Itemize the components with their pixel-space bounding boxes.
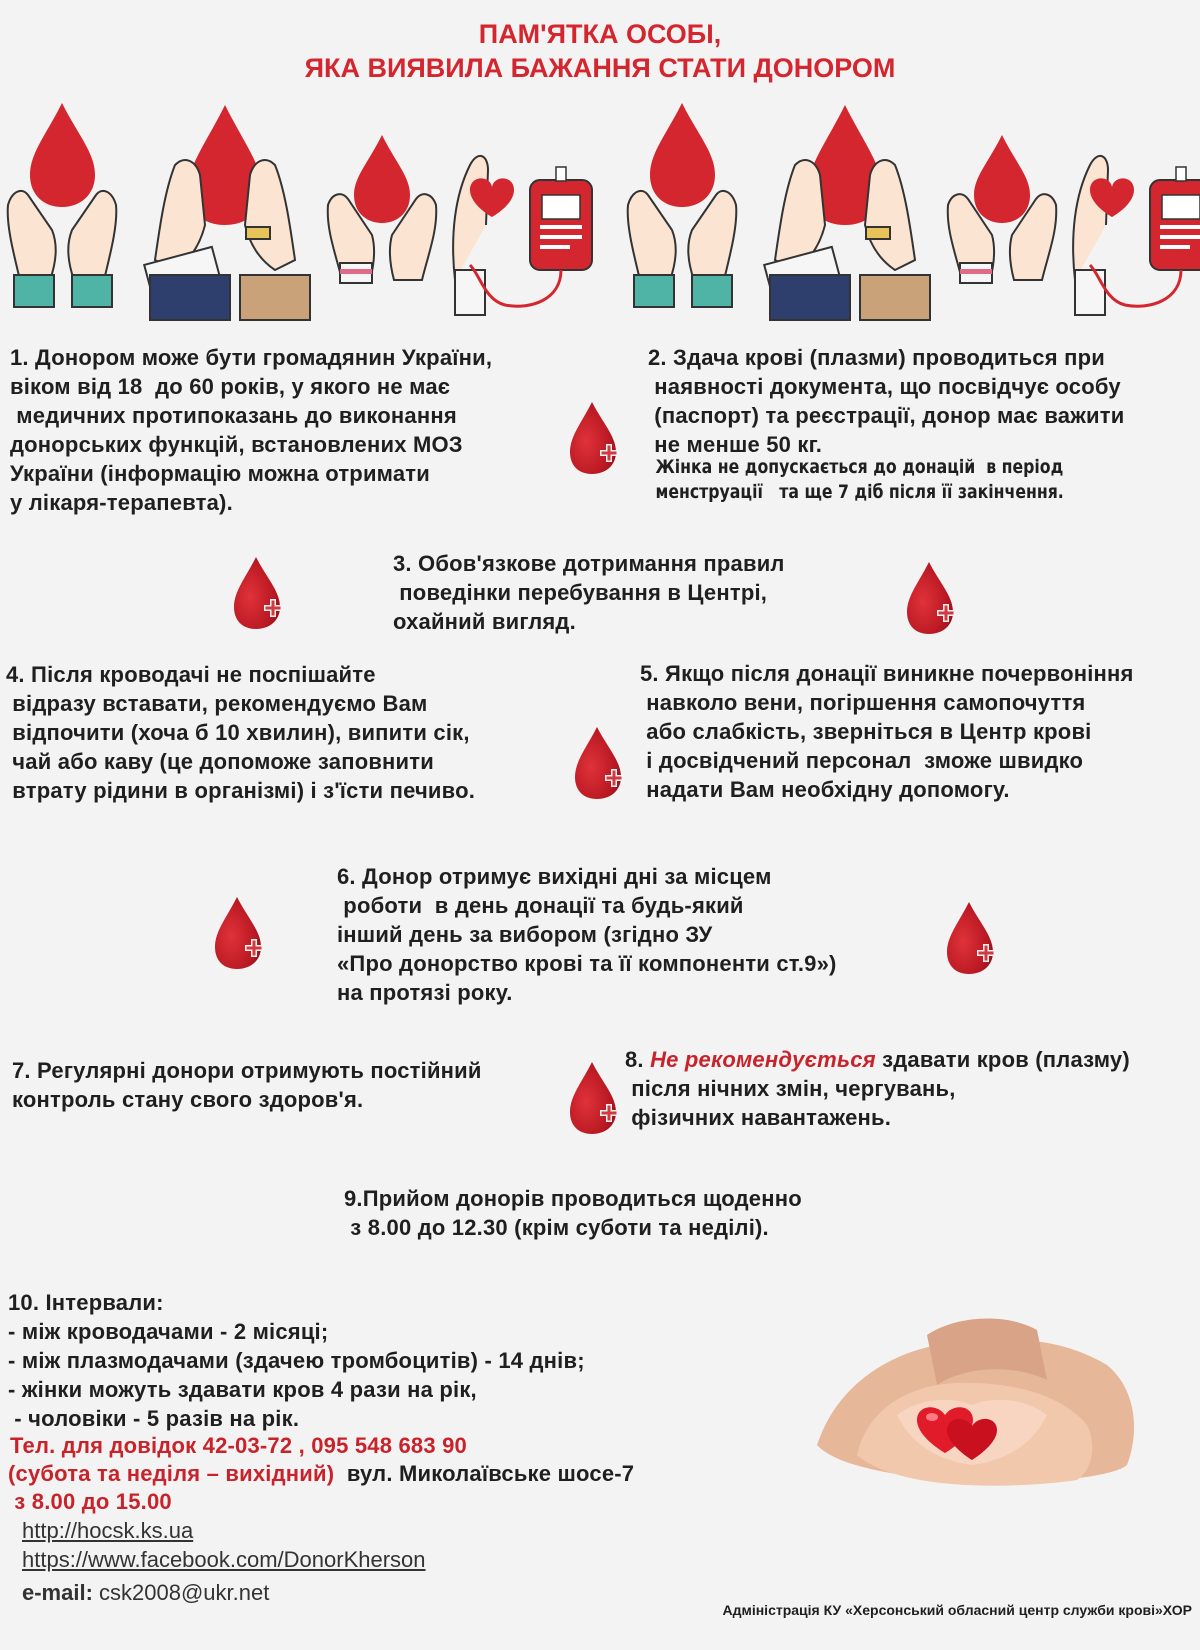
email-label: e-mail: [22,1580,93,1605]
hands-with-drop-icon [8,103,117,307]
footer-organization: Адміністрація КУ «Херсонський обласний центр служби крові»ХОР [722,1602,1192,1618]
contact-weekend-address [8,1459,634,1488]
email-row [22,1580,269,1606]
rule-7-text: 7. Регулярні донори отримують постійний контроль стану свого здоров'я. [12,1058,482,1112]
contact-phone: Тел. для довідок 42-03-72 , 095 548 683 90 [10,1433,467,1458]
rule-2-note: Жінка не допускається до донацій в період менструації та ще 7 діб після її закінчення. [655,456,1064,503]
rule-5-text: 5. Якщо після донації виникне почервоніння навколо вени, погіршення самопочуття або слабкість, зверніться в Центр крові і досвідчений персонал зможе швидко надати Вам необхідну допомогу. [640,661,1134,802]
rule-8-highlight: Не рекомендується [650,1047,876,1072]
rule-9-text: 9.Прийом донорів проводиться щоденно з 8.00 до 12.30 (крім суботи та неділі). [344,1186,802,1240]
facebook-link[interactable]: https://www.facebook.com/DonorKherson [22,1547,426,1572]
hands-holding-heart-photo [797,1295,1147,1490]
contact-address: вул. Миколаївське шосе-7 [334,1461,635,1486]
blood-drop-plus-icon [232,555,284,631]
page-title-line-2: ЯКА ВИЯВИЛА БАЖАННЯ СТАТИ ДОНОРОМ [304,53,896,83]
rule-8-text [625,1045,1130,1132]
rule-6-text: 6. Донор отримує вихідні дні за місцем роботи в день донації та будь-який інший день за вибором (згідно ЗУ «Про донорство крові та її компоненти ст.9») на протязі року. [337,864,837,1005]
blood-drop-plus-icon [905,560,957,636]
blood-drop-plus-icon [945,900,997,976]
blood-bag-icon [453,156,592,315]
rule-10-text: 10. Інтервали: - між кроводачами - 2 місяці; - між плазмодачами (здачею тромбоцитів) - 14 днів; - жінки можуть здавати кров 4 рази на рік, - чоловіки - 5 разів на рік. [8,1290,585,1431]
rule-1-text: 1. Донором може бути громадянин України, віком від 18 до 60 років, у якого не має медичних протипоказань до виконання донорських функцій, встановлених МОЗ України (інформацію можна отримати у лікаря-терапевта). [10,345,493,515]
blood-drop-plus-icon [568,1060,620,1136]
email-address[interactable]: csk2008@ukr.net [92,1580,270,1605]
donor-hands-illustration [0,95,1200,325]
rule-8-rest: здавати кров (плазму) після нічних змін, чергувань, фізичних навантажень. [631,1047,1130,1130]
contact-hours: з 8.00 до 15.00 [8,1489,172,1514]
contact-weekend: (субота та неділя – вихідний) [8,1461,335,1486]
blood-drop-plus-icon [568,400,620,476]
blood-drop-plus-icon [213,895,265,971]
rule-4-text: 4. Після кроводачі не поспішайте відразу вставати, рекомендуємо Вам відпочити (хоча б 10 хвилин), випити сік, чай або каву (це допоможе заповнити втрату рідини в організмі) і з'їсти печиво. [6,662,476,803]
hands-holding-drop-icon [144,105,310,320]
blood-drop-plus-icon [573,725,625,801]
rule-3-text: 3. Обов'язкове дотримання правил поведінки перебування в Центрі, охайний вигляд. [393,551,785,634]
hands-with-drop-icon [328,135,437,283]
rule-2-text: 2. Здача крові (плазми) проводиться при наявності документа, що посвідчує особу (паспорт) та реєстрації, донор має важити не менше 50 кг. [648,345,1125,457]
rule-8-prefix: 8. [625,1047,651,1072]
website-link[interactable]: http://hocsk.ks.ua [22,1518,194,1543]
page-title-line-1: ПАМ'ЯТКА ОСОБІ, [478,19,722,49]
